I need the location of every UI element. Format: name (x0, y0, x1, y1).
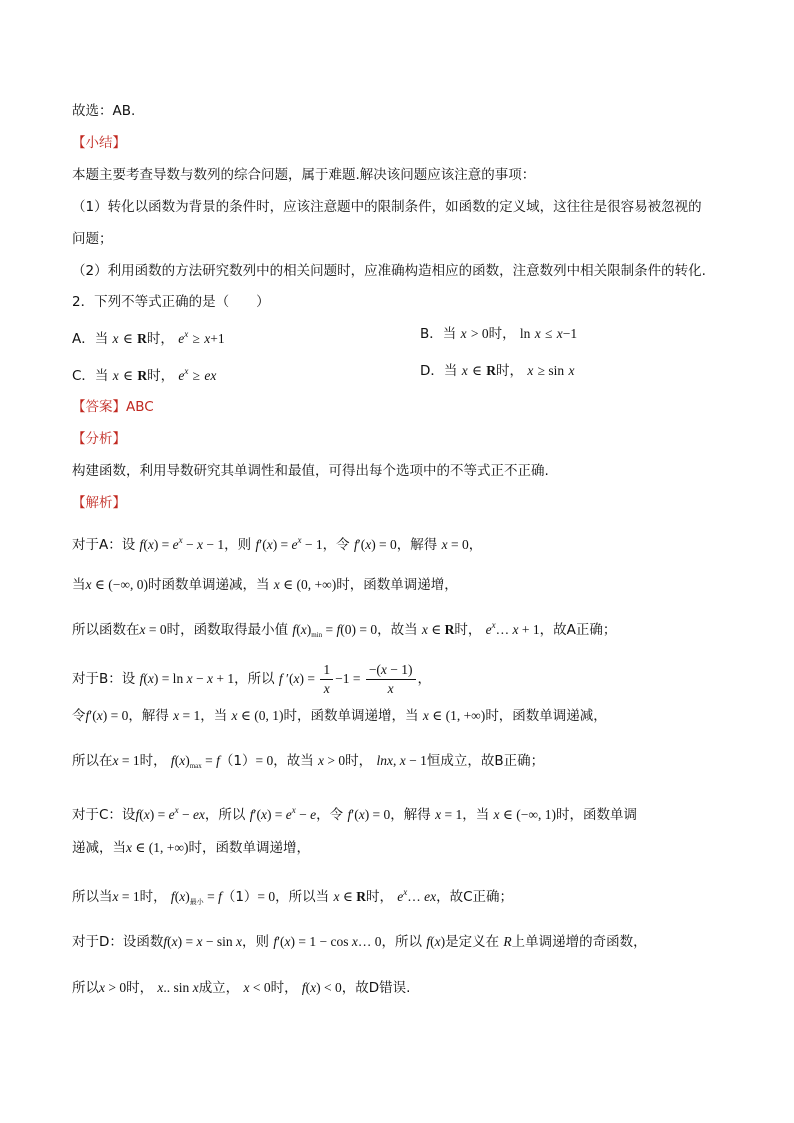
solution-d-line-2: 所以x > 0时， x.. sin x成立， x < 0时， f(x) < 0，故D错误. (72, 980, 411, 996)
option-d: D．当 x ∈ R时， x ≥ sin x (420, 363, 575, 379)
solution-a-line-1: 对于A：设 $f(x) = e^x - x - 1$，则 $f'(x) = e^x - 1$，令 f′(x) = 0，解得 x = 0， (72, 535, 483, 553)
option-a: A．当 x ∈ R时， $e^x \ge x+1$ (72, 329, 225, 347)
option-b: B．当 x > 0时， ln x ≤ x−1 (420, 326, 578, 342)
analysis-heading: 【分析】 (72, 431, 126, 447)
solution-b-line-3: 所以在x = 1时， $f(x)_{max} = f(1)= 0$，故当 x > 0时， lnx, x − 1恒成立，故B正确； (72, 753, 545, 770)
solution-c-line-2: 递减，当x ∈ (1, +∞)时，函数单调递增， (72, 840, 310, 856)
solution-c-line-3: 所以当x = 1时， $f(x)_{最小} = f(1)= 0$，所以当 x ∈ R时， $e^x\dots$ ex，故C正确； (72, 887, 514, 906)
solution-d-line-1: 对于D：设函数f(x) = x − sin x，则 f′(x) = 1 − cos x… 0，所以 f(x)是定义在 R上单调递增的奇函数， (72, 934, 647, 950)
solution-b-line-1: 对于B：设 f(x) = ln x − x + 1，所以 f ′(x) = $\frac{1}{x}$ −1 = $\frac{-(x - 1)}{x}$ ， (72, 661, 432, 696)
option-c: C．当 x ∈ R时， $e^x$ ≥ ex (72, 366, 217, 384)
summary-paragraph-3: （2）利用函数的方法研究数列中的相关问题时，应准确构造相应的函数，注意数列中相关限制条件的转化. (72, 263, 706, 279)
options-row-2 (72, 361, 734, 386)
solution-heading: 【解析】 (72, 495, 126, 511)
options-row-1 (72, 324, 734, 349)
solution-b-line-2: 令f′(x) = 0，解得 x = 1，当 x ∈ (0, 1)时，函数单调递增，当 x ∈ (1, +∞)时，函数单调递减， (72, 708, 607, 724)
summary-heading: 【小结】 (72, 135, 126, 151)
summary-paragraph-1: 本题主要考查导数与数列的综合问题，属于难题.解决该问题应该注意的事项： (72, 167, 536, 183)
previous-answer: 故选：AB. (72, 103, 136, 119)
summary-paragraph-2: （1）转化以函数为背景的条件时，应该注意题中的限制条件，如函数的定义域，这往往是很容易被忽视的 (72, 199, 702, 215)
summary-paragraph-2-cont: 问题； (72, 231, 113, 247)
solution-c-line-1: 对于C：设$f(x) = e^x$ − ex，所以 $f'(x) = e^x - e$，令 f′(x) = 0，解得 x = 1，当 x ∈ (−∞, 1)时，函数单调 (72, 805, 637, 823)
solution-a-line-3: 所以函数在x = 0时，函数取得最小值 $f(x)_{min} = f(0) = 0$，故当 x ∈ R时， $e^x\dots$ x + 1，故A正确； (72, 620, 617, 639)
solution-a-line-2: 当x ∈ (−∞, 0)时函数单调递减，当 x ∈ (0, +∞)时，函数单调递增， (72, 577, 458, 593)
question-stem: 2．下列不等式正确的是（ ） (72, 294, 270, 310)
analysis-text: 构建函数，利用导数研究其单调性和最值，可得出每个选项中的不等式正不正确. (72, 463, 549, 479)
answer-line: 【答案】ABC (72, 399, 154, 415)
